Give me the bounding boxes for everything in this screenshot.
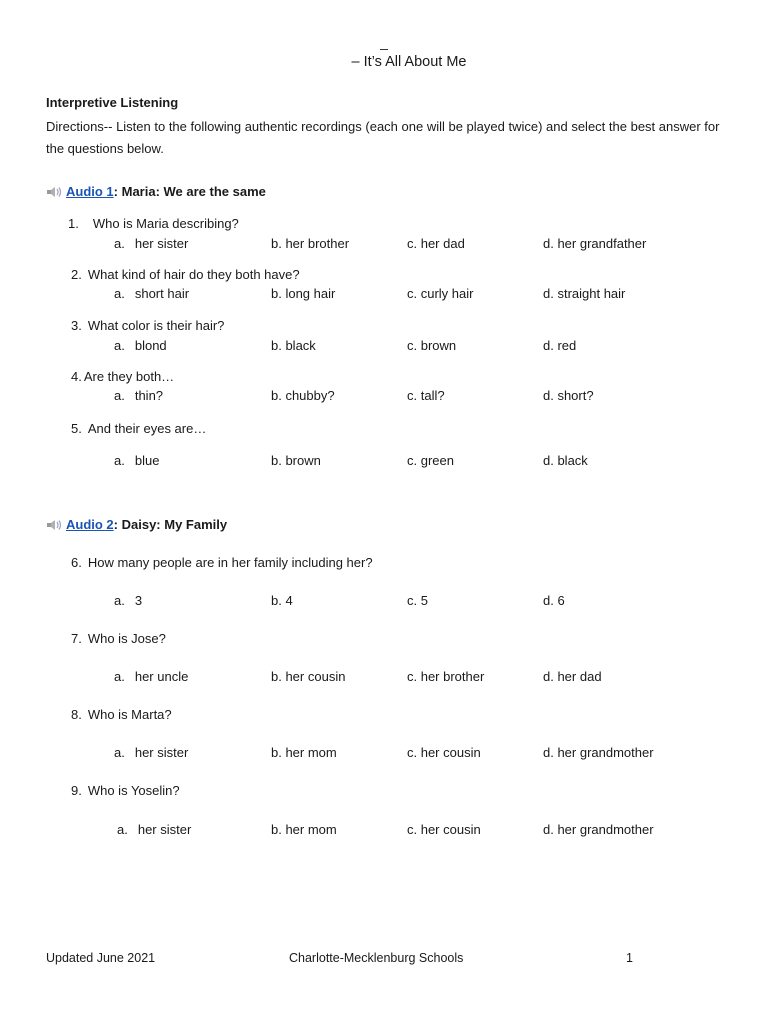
answer-option-d[interactable]: d. 6 (543, 593, 565, 608)
option-letter: a. (114, 286, 125, 301)
answer-option-d[interactable]: d. her grandfather (543, 236, 647, 251)
option-text: thin? (134, 388, 164, 403)
question-2 (71, 267, 300, 282)
answer-option-a[interactable] (114, 593, 142, 608)
answer-option-b[interactable]: b. her cousin (271, 669, 346, 684)
answer-option-d[interactable]: d. straight hair (543, 286, 626, 301)
footer-school: Charlotte-Mecklenburg Schools (289, 951, 464, 965)
answer-option-c[interactable]: c. tall? (407, 388, 445, 403)
option-letter: a. (117, 822, 128, 837)
answer-option-c[interactable]: c. her cousin (407, 822, 481, 837)
audio-2-link[interactable]: Audio 2 (66, 517, 114, 532)
answer-option-b[interactable]: b. her mom (271, 822, 337, 837)
answer-option-a[interactable] (114, 453, 159, 468)
answer-option-b[interactable]: b. her brother (271, 236, 350, 251)
answer-option-c[interactable]: c. green (407, 453, 454, 468)
option-letter: a. (114, 593, 125, 608)
question-text: And their eyes are… (87, 421, 207, 436)
answer-option-c[interactable]: c. curly hair (407, 286, 474, 301)
answer-option-b[interactable]: b. black (271, 338, 316, 353)
question-4 (71, 369, 174, 384)
option-text: blue (134, 453, 160, 468)
answer-option-d[interactable]: d. red (543, 338, 577, 353)
answer-option-d[interactable]: d. her grandmother (543, 745, 654, 760)
footer-page-number: 1 (626, 951, 633, 965)
answer-option-d[interactable]: d. short? (543, 388, 594, 403)
option-text: short hair (134, 286, 190, 301)
answer-option-c[interactable]: c. brown (407, 338, 457, 353)
option-letter: a. (114, 745, 125, 760)
question-text: What color is their hair? (87, 318, 225, 333)
question-8 (71, 707, 172, 722)
option-text: her sister (137, 822, 192, 837)
question-1 (68, 216, 239, 231)
option-letter: a. (114, 669, 125, 684)
answer-option-b[interactable]: b. her mom (271, 745, 337, 760)
answer-option-a[interactable] (114, 338, 167, 353)
option-letter: a. (114, 338, 125, 353)
option-text: blond (134, 338, 167, 353)
audio-1-link[interactable]: Audio 1 (66, 184, 114, 199)
option-letter: a. (114, 236, 125, 251)
question-text: Who is Marta? (87, 707, 172, 722)
option-letter: a. (114, 453, 125, 468)
question-number: 6. (71, 555, 82, 570)
section-title: Interpretive Listening (46, 95, 179, 110)
header-dash: _ (380, 34, 388, 50)
answer-option-d[interactable]: d. her grandmother (543, 822, 654, 837)
question-7 (71, 631, 166, 646)
question-text: What kind of hair do they both have? (87, 267, 300, 282)
question-number: 2. (71, 267, 82, 282)
option-text: 3 (134, 593, 143, 608)
question-3 (71, 318, 224, 333)
speaker-icon[interactable] (46, 519, 64, 531)
question-text: How many people are in her family including her? (87, 555, 373, 570)
answer-option-b[interactable]: b. 4 (271, 593, 293, 608)
answer-option-b[interactable]: b. long hair (271, 286, 336, 301)
question-6 (71, 555, 373, 570)
answer-option-b[interactable]: b. brown (271, 453, 321, 468)
question-5 (71, 421, 206, 436)
directions-text: Directions-- Listen to the following authentic recordings (each one will be played twice) and select the best answer for the questions below. (46, 119, 720, 156)
audio-2-title: : Daisy: My Family (113, 517, 228, 532)
answer-option-c[interactable]: c. 5 (407, 593, 428, 608)
question-text: Are they both… (83, 369, 175, 384)
answer-option-c[interactable]: c. her brother (407, 669, 485, 684)
answer-option-a[interactable] (117, 822, 191, 837)
answer-option-a[interactable] (114, 286, 189, 301)
option-text: her sister (134, 236, 189, 251)
question-text: Who is Maria describing? (92, 216, 239, 231)
audio-1-title: : Maria: We are the same (113, 184, 266, 199)
audio-1-heading (46, 184, 266, 199)
speaker-icon[interactable] (46, 186, 64, 198)
answer-option-d[interactable]: d. black (543, 453, 588, 468)
answer-option-c[interactable]: c. her dad (407, 236, 465, 251)
question-number: 4. (71, 369, 82, 384)
option-text: her uncle (134, 669, 189, 684)
answer-option-a[interactable] (114, 669, 188, 684)
question-number: 9. (71, 783, 82, 798)
option-letter: a. (114, 388, 125, 403)
page-title: – It’s All About Me (351, 54, 467, 70)
audio-2-heading (46, 517, 227, 532)
answer-option-c[interactable]: c. her cousin (407, 745, 481, 760)
answer-option-d[interactable]: d. her dad (543, 669, 602, 684)
question-number: 1. (68, 216, 79, 231)
question-number: 3. (71, 318, 82, 333)
answer-option-a[interactable] (114, 745, 188, 760)
answer-option-a[interactable] (114, 236, 188, 251)
question-text: Who is Jose? (87, 631, 166, 646)
answer-option-a[interactable] (114, 388, 163, 403)
question-number: 8. (71, 707, 82, 722)
question-text: Who is Yoselin? (87, 783, 180, 798)
question-9 (71, 783, 180, 798)
answer-option-b[interactable]: b. chubby? (271, 388, 335, 403)
footer-updated: Updated June 2021 (46, 951, 156, 965)
question-number: 5. (71, 421, 82, 436)
option-text: her sister (134, 745, 189, 760)
question-number: 7. (71, 631, 82, 646)
